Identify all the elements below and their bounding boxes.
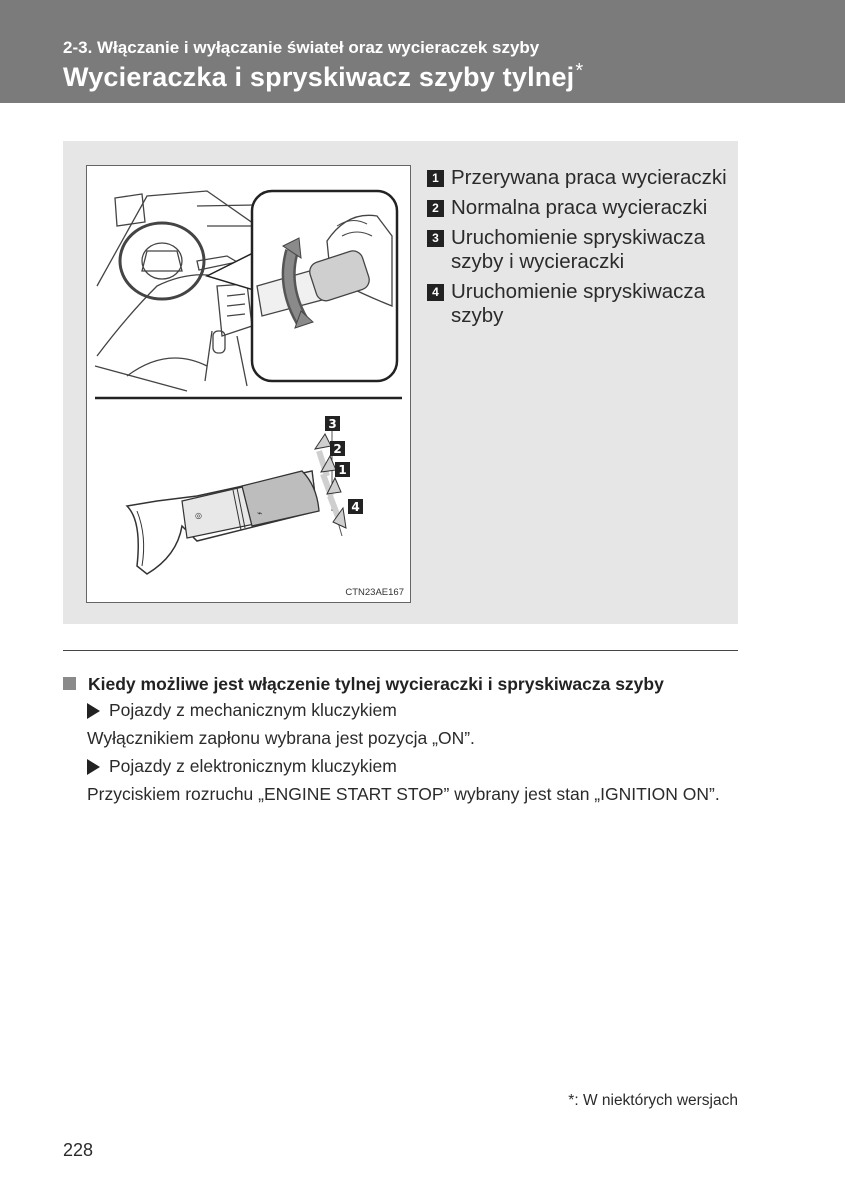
callout-2: [330, 441, 345, 456]
legend-text-3: Uruchomienie spryskiwacza szyby i wycieraczki: [451, 226, 706, 273]
legend-item-1: [423, 166, 733, 190]
lever-symbol-1: ⌁: [257, 509, 263, 519]
wiper-illustration-drawing: [87, 166, 410, 602]
note-text-1: Wyłącznikiem zapłonu wybrana jest pozycja „ON”.: [87, 728, 475, 748]
legend-item-4: [423, 280, 733, 328]
triangle-bullet-icon: [87, 703, 100, 719]
callout-1: [335, 462, 350, 477]
figure-code: CTN23AE167: [345, 587, 404, 598]
illustration-panel: [63, 141, 738, 624]
legend-item-2: [423, 196, 733, 220]
legend-text-4: Uruchomienie spryskiwacza szyby: [451, 280, 706, 327]
legend-item-3: [423, 226, 733, 274]
triangle-bullet-icon: [87, 759, 100, 775]
page-number: 228: [63, 1140, 94, 1160]
square-bullet-icon: [63, 677, 76, 690]
section-title: 2-3. Włączanie i wyłączanie świateł oraz wycieraczek szyby: [63, 38, 540, 57]
section-divider: [63, 650, 738, 651]
legend: [423, 166, 733, 334]
page-header: [0, 0, 845, 103]
lever-symbol-2: ◎: [195, 511, 202, 520]
notes-section: [63, 672, 763, 808]
legend-number-4: 4: [427, 284, 444, 301]
notes-heading: [63, 672, 763, 696]
legend-text-1: Przerywana praca wycieraczki: [451, 166, 727, 189]
legend-number-1: 1: [427, 170, 444, 187]
wiper-illustration: [86, 165, 411, 603]
page-title: [63, 60, 583, 93]
note-label-1-text: Pojazdy z mechanicznym kluczykiem: [109, 700, 397, 720]
legend-text-2: Normalna praca wycieraczki: [451, 196, 708, 219]
legend-number-2: 2: [427, 200, 444, 217]
note-label-1: [63, 696, 763, 724]
callout-1-label: 1: [338, 463, 347, 477]
title-footnote-mark: *: [575, 60, 584, 82]
callout-4: [348, 499, 363, 514]
notes-heading-text: Kiedy możliwe jest włączenie tylnej wycieraczki i spryskiwacza szyby: [88, 674, 664, 694]
wiper-lever-drawing: [127, 416, 363, 574]
callout-3-label: 3: [328, 417, 337, 431]
callout-4-label: 4: [351, 500, 360, 514]
note-label-2: [63, 752, 763, 780]
page-title-text: Wycieraczka i spryskiwacz szyby tylnej: [63, 62, 575, 92]
note-label-2-text: Pojazdy z elektronicznym kluczykiem: [109, 756, 397, 776]
callout-2-label: 2: [333, 442, 342, 456]
callout-3: [325, 416, 340, 431]
note-text-2: Przyciskiem rozruchu „ENGINE START STOP” wybrany jest stan „IGNITION ON”.: [87, 784, 720, 804]
legend-number-3: 3: [427, 230, 444, 247]
zoom-detail: [252, 191, 397, 381]
footnote: *: W niektórych wersjach: [568, 1092, 738, 1109]
